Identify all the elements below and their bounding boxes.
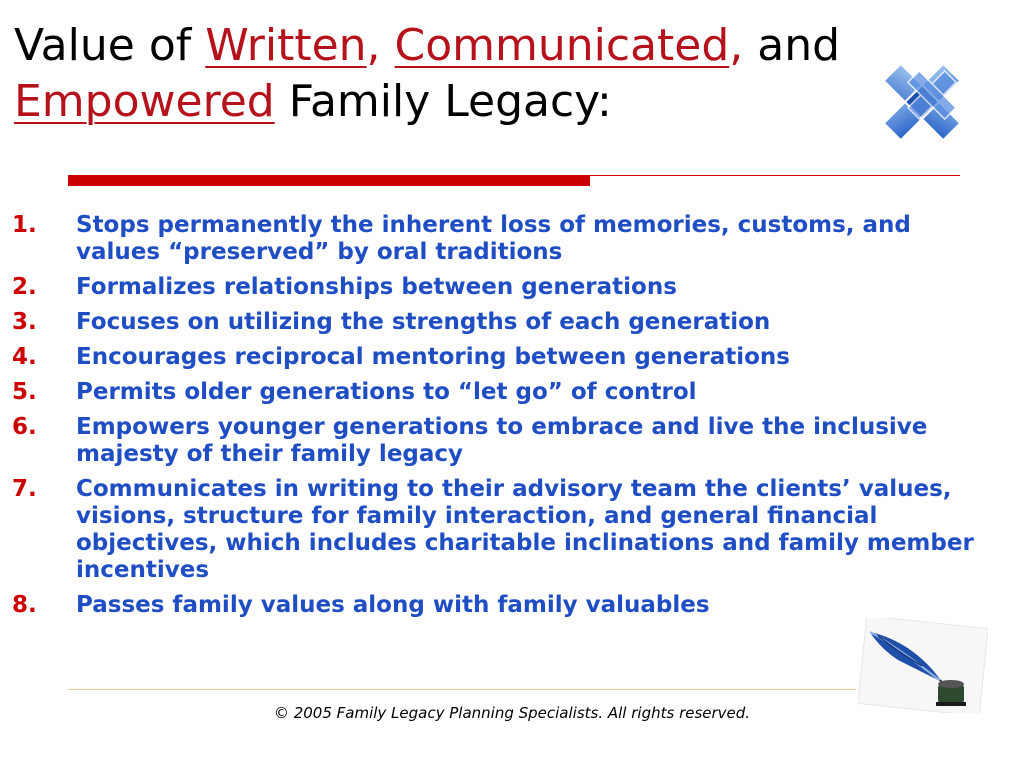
- title-suffix: Family Legacy:: [274, 76, 612, 127]
- list-item: [0, 414, 980, 468]
- list-item-text: Encourages reciprocal mentoring between generations: [76, 344, 790, 370]
- list-item-number: 7.: [12, 476, 37, 502]
- list-item-text: Passes family values along with family valuables: [76, 592, 710, 618]
- title-underline-thick: [68, 175, 590, 186]
- list-item: [0, 379, 980, 406]
- list-item: [0, 592, 980, 619]
- title-sep2: ,: [729, 20, 744, 71]
- list-item: [0, 344, 980, 371]
- list-item-text: Focuses on utilizing the strengths of each generation: [76, 309, 771, 335]
- title-prefix: Value of: [14, 20, 206, 71]
- list-item-text: Formalizes relationships between generations: [76, 274, 677, 300]
- list-item: [0, 212, 980, 266]
- list-item-text: Permits older generations to “let go” of control: [76, 379, 697, 405]
- title-empowered: Empowered: [14, 76, 275, 127]
- legacy-value-list: [0, 212, 980, 627]
- title-communicated: Communicated: [394, 20, 730, 71]
- title-underline-thin: [590, 175, 960, 176]
- list-item-text: Empowers younger generations to embrace and live the inclusive majesty of their family legacy: [76, 414, 928, 467]
- list-item-text: Communicates in writing to their advisory team the clients’ values, visions, structure for family interaction, and general financial objectives, which includes charitable inclinations and family member incentives: [76, 476, 974, 583]
- list-item: [0, 274, 980, 301]
- list-item-number: 3.: [12, 309, 37, 335]
- list-item-number: 5.: [12, 379, 37, 405]
- list-item: [0, 476, 980, 584]
- list-item-number: 2.: [12, 274, 37, 300]
- title-written: Written: [205, 20, 367, 71]
- title-sep1: ,: [366, 20, 395, 71]
- footer-divider: [68, 689, 856, 690]
- copyright-footer: © 2005 Family Legacy Planning Specialists. All rights reserved.: [273, 704, 751, 722]
- blue-cross-logo-icon: [870, 55, 975, 150]
- slide-title: [14, 18, 994, 130]
- title-and: and: [743, 20, 841, 71]
- list-item-number: 1.: [12, 212, 37, 238]
- list-item-number: 8.: [12, 592, 37, 618]
- list-item-number: 4.: [12, 344, 37, 370]
- list-item: [0, 309, 980, 336]
- list-item-text: Stops permanently the inherent loss of memories, customs, and values “preserved” by oral traditions: [76, 212, 911, 265]
- list-item-number: 6.: [12, 414, 37, 440]
- quill-inkwell-icon: [858, 618, 988, 713]
